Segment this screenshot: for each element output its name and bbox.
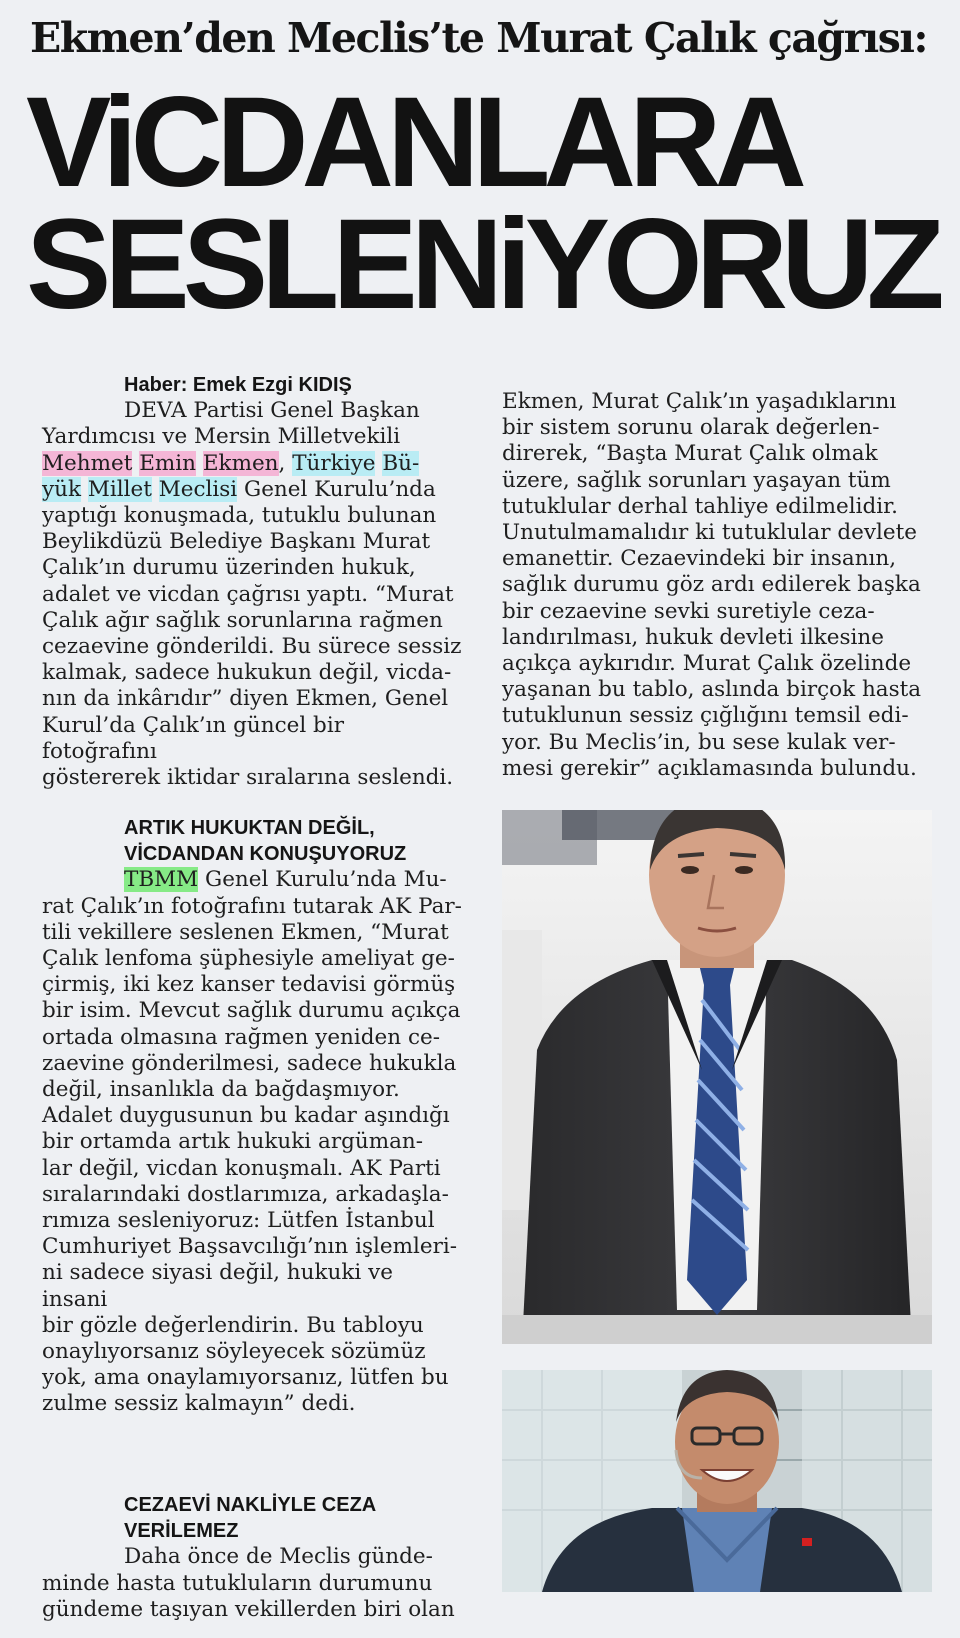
text-line: nın da inkârıdır” diyen Ekmen, Genel — [42, 686, 449, 712]
text-line: mesi gerekir” açıklamasında bulundu. — [502, 755, 917, 781]
text-line: değil, insanlıkla da bağdaşmıyor. — [42, 1077, 400, 1103]
text-line: direrek, “Başta Murat Çalık olmak — [502, 441, 878, 467]
headline-line-1: ViCDANLARA — [26, 71, 800, 214]
text-line: yok, ama onaylamıyorsanız, lütfen bu — [42, 1365, 449, 1391]
text-line: bir isim. Mevcut sağlık durumu açıkça — [42, 998, 461, 1024]
highlight-organization: TBMM — [124, 867, 199, 893]
text-line: sağlık durumu göz ardı edilerek başka — [502, 572, 921, 598]
text-fragment: Genel Kurulu’nda — [244, 476, 436, 502]
highlight-person-name: Ekmen — [202, 450, 279, 476]
text-line: adalet ve vicdan çağrısı yaptı. “Murat — [42, 581, 454, 607]
highlight-person-name: Mehmet — [42, 450, 133, 476]
text-line: landırılması, hukuk devleti ilkesine — [502, 624, 884, 650]
text-line: rat Çalık’ın fotoğrafını tutarak AK Par- — [42, 893, 462, 919]
text-line: sıralarındaki dostlarımıza, arkadaşla- — [42, 1181, 449, 1207]
punctuation: , — [278, 450, 286, 476]
highlight-organization: yük — [42, 476, 82, 502]
text-line: tutuklular derhal tahliye edilmelidir. — [502, 493, 898, 519]
text-line: çirmiş, iki kez kanser tedavisi görmüş — [42, 972, 456, 998]
headline-line-2: SESLENiYORUZ — [26, 193, 938, 336]
subheading: VİCDANDAN KONUŞUYORUZ — [124, 843, 407, 866]
text-line: yor. Bu Meclis’in, bu sese kulak ver- — [502, 729, 896, 755]
text-line: bir gözle değerlendirin. Bu tabloyu — [42, 1312, 424, 1338]
text-line: Adalet duygusunun bu kadar aşındığı — [42, 1103, 450, 1129]
highlight-person-name: Emin — [139, 450, 196, 476]
text-line — [42, 451, 462, 477]
left-column-section-2 — [42, 815, 462, 1418]
text-line: bir sistem sorunu olarak değerlen- — [502, 415, 880, 441]
text-line: minde hasta tutukluların durumunu — [42, 1570, 433, 1596]
text-line: Beylikdüzü Belediye Başkanı Murat — [42, 529, 431, 555]
text-line: Çalık lenfoma şüphesiyle ameliyat ge- — [42, 946, 455, 972]
highlight-organization: Meclisi — [158, 476, 238, 502]
text-line: Çalık’ın durumu üzerinden hukuk, — [42, 555, 416, 581]
text-line: göstererek iktidar sıralarına seslendi. — [42, 765, 454, 791]
text-line: Yardımcısı ve Mersin Milletvekili — [42, 424, 401, 450]
text-line: yaptığı konuşmada, tutuklu bulunan — [42, 503, 437, 529]
text-line: Unutulmamalıdır ki tutuklular devlete — [502, 520, 917, 546]
subheading: ARTIK HUKUKTAN DEĞİL, — [124, 817, 375, 839]
text-line: Çalık ağır sağlık sorunlarına rağmen — [42, 607, 443, 633]
subheading: CEZAEVİ NAKLİYLE CEZA VERİLEMEZ — [124, 1494, 376, 1543]
text-line: ni sadece siyasi değil, hukuki ve insani — [42, 1260, 393, 1312]
speaker-photo-illustration — [502, 810, 932, 1344]
text-line: Daha önce de Meclis günde- — [124, 1544, 433, 1570]
text-line: bir ortamda artık hukuki argüman- — [42, 1129, 424, 1155]
article-headline — [26, 71, 946, 336]
text-line: rımıza sesleniyoruz: Lütfen İstanbul — [42, 1208, 435, 1234]
left-column-intro — [42, 372, 462, 791]
text-line: açıkça aykırıdır. Murat Çalık özelinde — [502, 651, 912, 677]
right-column-text — [502, 389, 932, 782]
text-line: kalmak, sadece hukukun değil, vicda- — [42, 660, 452, 686]
text-line: DEVA Partisi Genel Başkan — [124, 398, 420, 424]
left-column-section-3 — [42, 1492, 462, 1623]
text-line: onaylıyorsanız söyleyecek sözümüz — [42, 1339, 426, 1365]
text-line: yaşanan bu tablo, aslında birçok hasta — [502, 677, 922, 703]
text-line: bir cezaevine sevki suretiyle ceza- — [502, 598, 875, 624]
text-line — [42, 477, 462, 503]
text-fragment: Genel Kurulu’nda Mu- — [205, 867, 447, 893]
text-line: zulme sessiz kalmayın” dedi. — [42, 1391, 356, 1417]
text-line: zaevine gönderilmesi, sadece hukukla — [42, 1050, 457, 1076]
text-line: lar değil, vicdan konuşmalı. AK Parti — [42, 1155, 441, 1181]
highlight-organization: Bü- — [382, 450, 420, 476]
portrait-photo — [502, 1370, 932, 1592]
portrait-photo-illustration — [502, 1370, 932, 1592]
article-kicker: Ekmen’den Meclis’te Murat Çalık çağrısı: — [30, 14, 928, 62]
text-line: Ekmen, Murat Çalık’ın yaşadıklarını — [502, 389, 897, 414]
text-line: tili vekillere seslenen Ekmen, “Murat — [42, 919, 449, 945]
text-line: ortada olmasına rağmen yeniden ce- — [42, 1024, 440, 1050]
text-line: tutuklunun sessiz çığlığını temsil edi- — [502, 703, 909, 729]
byline: Haber: Emek Ezgi KIDIŞ — [124, 374, 352, 396]
text-line: Kurul’da Çalık’ın güncel bir fotoğrafını — [42, 712, 344, 764]
text-line: gündeme taşıyan vekillerden biri olan — [42, 1596, 455, 1622]
text-line: emanettir. Cezaevindeki bir insanın, — [502, 546, 897, 572]
text-line: Cumhuriyet Başsavcılığı’nın işlemleri- — [42, 1234, 457, 1260]
highlight-organization: Millet — [87, 476, 152, 502]
text-line: üzere, sağlık sorunları yaşayan tüm — [502, 467, 891, 493]
text-line: cezaevine gönderildi. Bu sürece sessiz — [42, 634, 462, 660]
highlight-organization: Türkiye — [292, 450, 376, 476]
speaker-photo — [502, 810, 932, 1344]
text-line — [42, 867, 462, 893]
